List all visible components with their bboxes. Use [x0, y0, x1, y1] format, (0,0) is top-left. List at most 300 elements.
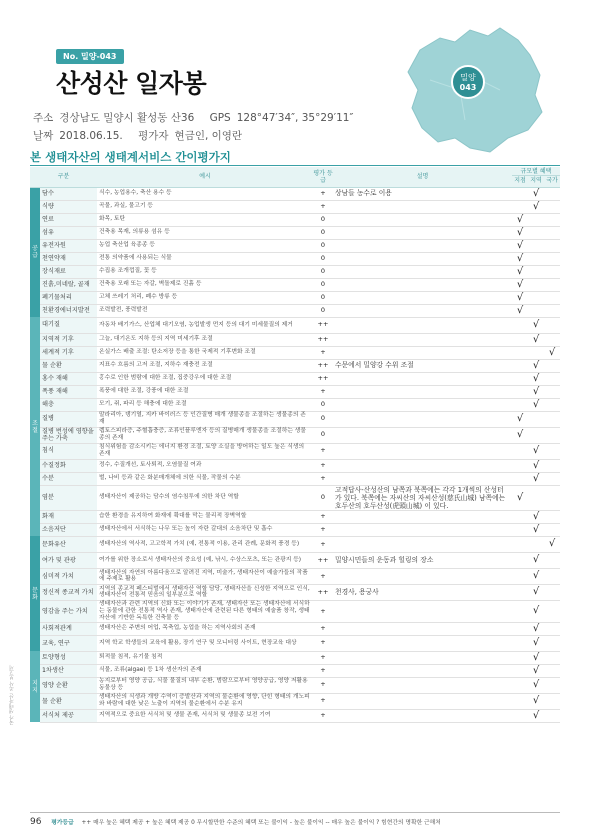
check-mark-icon: √: [532, 605, 540, 617]
table-row: [30, 443, 560, 459]
description-cell: [333, 200, 512, 213]
grade-value: +: [313, 200, 333, 213]
table-row: [30, 200, 560, 213]
grade-value: +: [313, 459, 333, 472]
date-value: 2018.06.15.: [59, 130, 123, 142]
service-example: 여가를 위한 장소로서 생태자산의 중요성 (예, 낚시, 수상스포츠, 또는 관광지 등): [97, 552, 313, 568]
grade-value: +: [313, 635, 333, 651]
description-cell: [333, 317, 512, 333]
description-cell: [333, 677, 512, 693]
check-national: [544, 568, 560, 584]
service-name: 화재: [40, 510, 97, 523]
grade-value: 0: [313, 239, 333, 252]
service-example: 수집용 조개껍질, 꽃 등: [97, 265, 313, 278]
table-row: [30, 568, 560, 584]
service-name: 장식재료: [40, 265, 97, 278]
table-row: [30, 385, 560, 398]
check-regional: [528, 664, 544, 677]
table-row: [30, 427, 560, 443]
check-local: [512, 510, 528, 523]
description-cell: [333, 427, 512, 443]
check-regional: [528, 677, 544, 693]
check-regional: [528, 187, 544, 200]
grade-value: 0: [313, 398, 333, 411]
section-title: 본 생태자산의 생태계서비스 간이평가지: [30, 150, 231, 164]
check-regional: [528, 291, 544, 304]
service-name: 천연약재: [40, 252, 97, 265]
legend-label: 평가등급: [51, 820, 74, 826]
description-cell: [333, 510, 512, 523]
grade-value: +: [313, 600, 333, 622]
check-mark-icon: √: [532, 695, 540, 707]
meta-line-date: [33, 128, 242, 143]
check-regional: [528, 411, 544, 427]
service-name: 지역적 기후: [40, 333, 97, 346]
service-example: 식물, 조류(algae) 등 1차 생산자의 존재: [97, 664, 313, 677]
check-regional: [528, 584, 544, 600]
description-cell: [333, 472, 512, 485]
header-description: 설명: [333, 167, 512, 187]
description-cell: [333, 252, 512, 265]
check-national: [544, 200, 560, 213]
check-mark-icon: √: [516, 413, 524, 424]
check-mark-icon: √: [532, 523, 540, 535]
check-mark-icon: √: [532, 637, 540, 649]
map-pin-label-1: 밀양: [460, 73, 476, 82]
service-name: 해충: [40, 398, 97, 411]
service-name: 대기질: [40, 317, 97, 333]
date-label: 날짜: [33, 130, 54, 142]
check-national: [544, 677, 560, 693]
table-row: [30, 510, 560, 523]
check-mark-icon: √: [532, 510, 540, 522]
table-row: [30, 584, 560, 600]
description-cell: 천경사, 용궁사: [333, 584, 512, 600]
service-example: 생태자산의 자연의 아름다움으로 알려진 지역, 미술가, 생태자산이 예술가들의 작품에 주제로 활용: [97, 568, 313, 584]
description-cell: [333, 411, 512, 427]
check-mark-icon: √: [532, 570, 540, 582]
service-name: 질병: [40, 411, 97, 427]
table-row: [30, 411, 560, 427]
check-local: [512, 372, 528, 385]
check-mark-icon: √: [516, 429, 524, 440]
check-mark-icon: √: [548, 346, 556, 358]
check-national: [544, 427, 560, 443]
service-name: 유전자원: [40, 239, 97, 252]
check-local: [512, 568, 528, 584]
grade-value: 0: [313, 278, 333, 291]
grade-value: +: [313, 385, 333, 398]
table-row: [30, 346, 560, 359]
gps-value: 128°47′34″, 35°29′11″: [236, 112, 354, 124]
grade-value: ++: [313, 333, 333, 346]
description-cell: [333, 664, 512, 677]
table-row: [30, 622, 560, 635]
grade-value: 0: [313, 252, 333, 265]
service-name: 물 순환: [40, 359, 97, 372]
service-example: 고체 쓰레기 처리, 폐수 방류 등: [97, 291, 313, 304]
check-national: [544, 693, 560, 709]
service-name: 정신적 종교적 가치: [40, 584, 97, 600]
check-mark-icon: √: [532, 554, 540, 566]
check-mark-icon: √: [532, 333, 540, 345]
check-regional: [528, 693, 544, 709]
check-local: [512, 600, 528, 622]
table-row: [30, 536, 560, 552]
service-example: 벌, 나비 등과 같은 화분매개체에 의한 식물, 작물의 수분: [97, 472, 313, 485]
grade-value: +: [313, 693, 333, 709]
service-example: 전통 의약품에 사용되는 식물: [97, 252, 313, 265]
check-mark-icon: √: [532, 187, 540, 199]
description-cell: [333, 346, 512, 359]
service-name: 1차생산: [40, 664, 97, 677]
category-label: 공급: [30, 187, 40, 317]
service-name: 수분: [40, 472, 97, 485]
check-mark-icon: √: [532, 372, 540, 384]
check-mark-icon: √: [532, 622, 540, 634]
check-mark-icon: √: [516, 278, 524, 290]
footer: [30, 812, 560, 827]
address-value: 경상남도 밀양시 활성동 산36: [59, 112, 195, 124]
grade-value: +: [313, 622, 333, 635]
check-regional: [528, 568, 544, 584]
description-cell: [333, 709, 512, 722]
service-name: 사회적관계: [40, 622, 97, 635]
check-local: [512, 398, 528, 411]
service-example: 온실가스 배출 조절: 탄소저장 등을 통한 국제적 기후변화 조절: [97, 346, 313, 359]
service-name: 문화유산: [40, 536, 97, 552]
service-name: 친환경에너지발전: [40, 304, 97, 317]
table-row: [30, 459, 560, 472]
check-national: [544, 651, 560, 664]
check-regional: [528, 635, 544, 651]
check-regional: [528, 385, 544, 398]
service-example: 지역적으로 중요한 서식처 및 생물 존재, 서식처 및 생물종 보전 기여: [97, 709, 313, 722]
service-example: 지역 학교 학생들의 교육에 활용, 장기 연구 및 모니터링 사이트, 현장교육 대상: [97, 635, 313, 651]
check-regional: [528, 346, 544, 359]
rater-label: 평가자: [138, 130, 169, 142]
check-national: [544, 398, 560, 411]
service-example: 자동차 배기가스, 산업체 대기오염, 농업발생 먼지 등의 대기 미세물질의 제거: [97, 317, 313, 333]
description-cell: [333, 213, 512, 226]
grade-value: 0: [313, 213, 333, 226]
table-row: [30, 333, 560, 346]
check-local: [512, 635, 528, 651]
description-cell: 고적답사-산성산의 남쪽과 북쪽에는 각각 1개씩의 산성터가 있다. 북쪽에는 자씨산의 자씨산성(慈氏山城) 남쪽에는 호두산의 호두산성(虎頭山城) 이 있다.: [333, 485, 512, 510]
check-mark-icon: √: [516, 226, 524, 238]
header-grade: 평가 등급: [313, 167, 333, 187]
service-name: 폭풍 재해: [40, 385, 97, 398]
check-mark-icon: √: [532, 385, 540, 397]
check-local: [512, 664, 528, 677]
check-mark-icon: √: [516, 291, 524, 303]
service-name: 섬유: [40, 226, 97, 239]
grade-value: +: [313, 677, 333, 693]
check-national: [544, 226, 560, 239]
check-local: [512, 200, 528, 213]
service-name: 침식: [40, 443, 97, 459]
service-name: 교육, 연구: [40, 635, 97, 651]
service-example: 생태자산의 식생과 개방 수역이 증발산과 지역의 물순환에 영향, 단힌 형태의 개노피와 바람에 대한 낮은 노출이 지역의 물순환에서 수분 유지: [97, 693, 313, 709]
rater-value: 현금인, 이영란: [174, 130, 243, 142]
description-cell: [333, 239, 512, 252]
check-regional: [528, 536, 544, 552]
grade-value: +: [313, 568, 333, 584]
service-name: 영감을 주는 가치: [40, 600, 97, 622]
check-national: [544, 523, 560, 536]
check-regional: [528, 651, 544, 664]
table-row: [30, 226, 560, 239]
description-cell: [333, 693, 512, 709]
service-example: 식수, 농업용수, 축산 용수 등: [97, 187, 313, 200]
check-regional: [528, 213, 544, 226]
table-row: [30, 677, 560, 693]
description-cell: [333, 523, 512, 536]
check-mark-icon: √: [516, 304, 524, 316]
check-local: [512, 385, 528, 398]
service-example: 그늘, 대기온도 지하 등의 지역 미세기후 조절: [97, 333, 313, 346]
check-national: [544, 485, 560, 510]
check-local: [512, 677, 528, 693]
service-example: 농지로부터 영양 공급, 식물 물질의 내부 순환, 범람으로부터 영양공급, 영양 저활용 동물상 등: [97, 677, 313, 693]
table-row: [30, 291, 560, 304]
header-category: 구분: [30, 167, 97, 187]
description-cell: [333, 622, 512, 635]
check-local: [512, 252, 528, 265]
table-row: [30, 278, 560, 291]
service-example: 지표수 흐름의 고저 조절, 지하수 재충전 조절: [97, 359, 313, 372]
check-national: [544, 304, 560, 317]
description-cell: [333, 304, 512, 317]
table-row: [30, 664, 560, 677]
check-national: [544, 213, 560, 226]
check-regional: [528, 200, 544, 213]
check-mark-icon: √: [532, 586, 540, 598]
service-example: 화목, 토탄: [97, 213, 313, 226]
check-regional: [528, 265, 544, 278]
check-regional: [528, 552, 544, 568]
check-regional: [528, 485, 544, 510]
service-name: 홍수 재해: [40, 372, 97, 385]
check-national: [544, 252, 560, 265]
table-row: [30, 600, 560, 622]
service-name: 영양 순환: [40, 677, 97, 693]
service-name: 세계적 기후: [40, 346, 97, 359]
service-name: 토양형성: [40, 651, 97, 664]
description-cell: 밀양시민들의 운동과 힐링의 장소: [333, 552, 512, 568]
table-row: [30, 317, 560, 333]
check-national: [544, 346, 560, 359]
check-regional: [528, 443, 544, 459]
address-label: 주소: [33, 112, 54, 124]
check-local: [512, 291, 528, 304]
page-number: 96: [30, 817, 42, 827]
check-national: [544, 459, 560, 472]
header-scale: 규모별 혜택 지점 지역 국가: [512, 167, 560, 187]
check-local: [512, 278, 528, 291]
check-mark-icon: √: [516, 265, 524, 277]
grade-value: 0: [313, 291, 333, 304]
service-name: 수질정화: [40, 459, 97, 472]
grade-value: +: [313, 536, 333, 552]
grade-value: 0: [313, 411, 333, 427]
check-regional: [528, 523, 544, 536]
grade-value: ++: [313, 584, 333, 600]
check-national: [544, 664, 560, 677]
check-regional: [528, 427, 544, 443]
check-local: [512, 709, 528, 722]
description-cell: [333, 651, 512, 664]
check-national: [544, 333, 560, 346]
check-mark-icon: √: [516, 239, 524, 251]
check-mark-icon: √: [532, 200, 540, 212]
table-row: [30, 239, 560, 252]
check-local: [512, 552, 528, 568]
grade-value: ++: [313, 372, 333, 385]
service-example: 정수, 수질개선, 토사퇴적, 오염물질 여과: [97, 459, 313, 472]
check-regional: [528, 709, 544, 722]
check-mark-icon: √: [532, 359, 540, 371]
service-example: 생태자산은 주변의 어업, 목축업, 농업을 하는 지역사회의 존재: [97, 622, 313, 635]
check-local: [512, 411, 528, 427]
check-national: [544, 317, 560, 333]
grade-value: +: [313, 472, 333, 485]
service-example: 농업 축산업 육종종 등: [97, 239, 313, 252]
grade-value: +: [313, 187, 333, 200]
service-name: 담수: [40, 187, 97, 200]
legend-text: ++ 매우 높은 혜택 제공 + 높은 혜택 제공 0 무시할만한 수준의 혜택 또는 불이익 - 높은 불이익 -- 매우 높은 불이익 ? 힘현간의 명확한 근해처: [81, 820, 441, 826]
check-local: [512, 213, 528, 226]
check-national: [544, 359, 560, 372]
map-pin-label-2: 043: [459, 83, 477, 92]
description-cell: [333, 635, 512, 651]
header-local: 지점: [514, 177, 526, 185]
service-name: 질병 번성에 영향을 주는 가축: [40, 427, 97, 443]
check-local: [512, 427, 528, 443]
header-regional: 지역: [530, 177, 542, 185]
check-local: [512, 226, 528, 239]
check-local: [512, 346, 528, 359]
check-mark-icon: √: [532, 709, 540, 721]
check-regional: [528, 472, 544, 485]
check-national: [544, 187, 560, 200]
check-local: [512, 523, 528, 536]
check-mark-icon: √: [532, 679, 540, 691]
service-name: 식량: [40, 200, 97, 213]
check-regional: [528, 622, 544, 635]
check-local: [512, 443, 528, 459]
category-label: 문화: [30, 536, 40, 651]
check-mark-icon: √: [532, 445, 540, 456]
grade-value: +: [313, 443, 333, 459]
table-row: [30, 265, 560, 278]
check-regional: [528, 252, 544, 265]
service-name: 여가 및 관광: [40, 552, 97, 568]
table-row: [30, 372, 560, 385]
description-cell: [333, 459, 512, 472]
check-local: [512, 187, 528, 200]
table-row: [30, 651, 560, 664]
service-example: 조력발전, 풍력발전: [97, 304, 313, 317]
service-example: 생태자산이 제공하는 담수의 염수침투에 의한 차단 역할: [97, 485, 313, 510]
check-mark-icon: √: [532, 664, 540, 676]
check-local: [512, 651, 528, 664]
table-row: [30, 552, 560, 568]
table-row: [30, 523, 560, 536]
service-example: 퇴적물 침적, 유기물 침적: [97, 651, 313, 664]
service-name: 서식처 제공: [40, 709, 97, 722]
check-local: [512, 265, 528, 278]
description-cell: [333, 291, 512, 304]
grade-value: ++: [313, 552, 333, 568]
service-name: 염분: [40, 485, 97, 510]
description-cell: [333, 265, 512, 278]
check-mark-icon: √: [516, 252, 524, 264]
service-example: 모기, 쥐, 파리 등 해충에 대한 조절: [97, 398, 313, 411]
check-national: [544, 291, 560, 304]
check-local: [512, 485, 528, 510]
service-example: 침식위험을 감소시키는 에너지 환경 조절, 토양 소실을 방어하는 일도 높은 식생의 존재: [97, 443, 313, 459]
description-cell: [333, 568, 512, 584]
grade-value: 0: [313, 304, 333, 317]
check-national: [544, 622, 560, 635]
service-name: 폐기물처리: [40, 291, 97, 304]
description-cell: 수문에서 밀양강 수위 조절: [333, 359, 512, 372]
service-example: 지역의 종교적 페스티벌에서 생태자산 역할 담당, 생태자산을 신성한 지역으로 인식, 생태자산이 전통적 믿음의 일부분으로 역할: [97, 584, 313, 600]
check-regional: [528, 459, 544, 472]
service-example: 렙토스피라증, 주혈흡충증, 조류인플루엔자 등의 질병매개 생물종을 조절하는 생물종의 존재: [97, 427, 313, 443]
check-mark-icon: √: [532, 319, 540, 330]
table-row: [30, 485, 560, 510]
service-example: 건축용 목재, 의류용 섬유 등: [97, 226, 313, 239]
check-local: [512, 359, 528, 372]
table-row: [30, 252, 560, 265]
gps-label: GPS: [209, 112, 231, 124]
grade-value: 0: [313, 265, 333, 278]
service-example: 생태자산에서 서식하는 나무 또는 높이 자란 갈대의 소음차단 및 흡수: [97, 523, 313, 536]
grade-value: ++: [313, 317, 333, 333]
check-national: [544, 472, 560, 485]
service-example: 곡물, 과실, 물고기 등: [97, 200, 313, 213]
service-name: 연료: [40, 213, 97, 226]
grade-value: +: [313, 523, 333, 536]
description-cell: 상남들 농수로 이용: [333, 187, 512, 200]
check-national: [544, 265, 560, 278]
service-name: 진흙,미네랄, 골재: [40, 278, 97, 291]
check-national: [544, 584, 560, 600]
category-label: 지지: [30, 651, 40, 722]
check-mark-icon: √: [548, 538, 556, 550]
check-regional: [528, 333, 544, 346]
service-example: 말라리아, 댕기열, 지카 바이러스 등 인간질병 매개 생물종을 조절하는 생물종의 존재: [97, 411, 313, 427]
check-national: [544, 385, 560, 398]
check-local: [512, 472, 528, 485]
service-example: 생태자산의 역사적, 고고학적 가치 (예, 전통적 이용, 관리 관례, 문화적 풍경 등): [97, 536, 313, 552]
section-divider: [30, 165, 560, 166]
map-pin-icon: [452, 66, 484, 98]
description-cell: [333, 372, 512, 385]
table-row: [30, 635, 560, 651]
check-national: [544, 709, 560, 722]
description-cell: [333, 443, 512, 459]
table-row: [30, 709, 560, 722]
check-mark-icon: √: [532, 472, 540, 484]
description-cell: [333, 333, 512, 346]
header-example: 예시: [97, 167, 313, 187]
check-national: [544, 372, 560, 385]
check-regional: [528, 317, 544, 333]
check-regional: [528, 398, 544, 411]
